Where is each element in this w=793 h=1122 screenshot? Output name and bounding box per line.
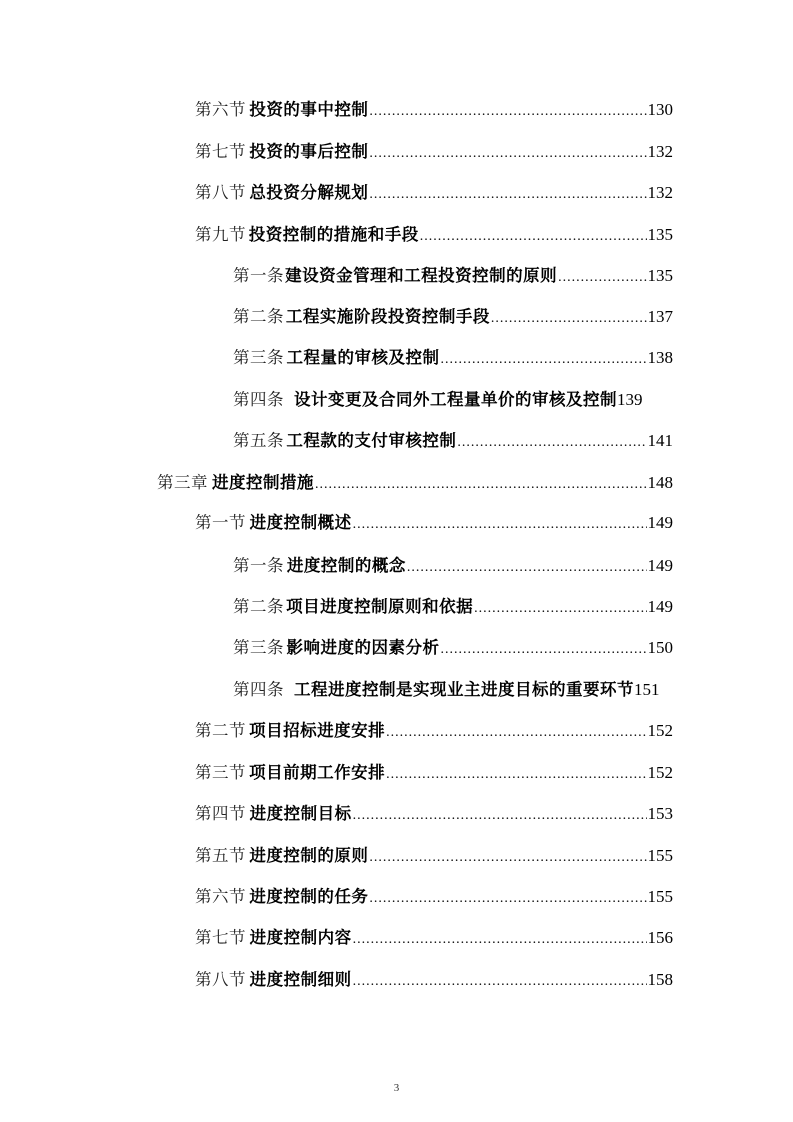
toc-entry-title: 工程量的审核及控制 [286,348,440,367]
toc-entry-page: 137 [647,307,673,326]
toc-section-entry[interactable] [195,140,673,164]
toc-dot-leader [369,100,646,124]
toc-dot-leader [315,473,646,497]
toc-entry-page: 149 [647,556,673,575]
page-number: 3 [393,1082,400,1094]
toc-entry-title: 设计变更及合同外工程量单价的审核及控制 [294,390,617,409]
toc-dot-leader [558,266,646,290]
toc-entry-title: 项目招标进度安排 [249,721,386,740]
toc-entry-page: 152 [647,721,673,740]
toc-entry-label: 第八节 [195,970,246,989]
toc-dot-leader [353,928,647,952]
toc-entry-title: 投资控制的措施和手段 [248,225,419,244]
toc-entry-title: 进度控制的原则 [249,846,369,865]
toc-dot-leader [353,970,647,994]
toc-section-entry[interactable] [195,98,673,122]
toc-entry-label: 第九节 [195,225,246,244]
toc-article-entry[interactable] [233,636,673,660]
toc-dot-leader [369,142,646,166]
toc-entry-page: 138 [647,348,673,367]
toc-dot-leader [441,638,647,662]
toc-section-entry[interactable] [195,761,673,785]
toc-dot-leader [441,348,647,372]
toc-dot-leader [353,804,647,828]
toc-article-entry[interactable] [233,554,673,578]
toc-entry-page: 152 [647,763,673,782]
toc-section-entry[interactable] [195,223,673,247]
toc-entry-page: 156 [647,928,673,947]
toc-article-entry[interactable] [233,264,673,288]
toc-article-entry[interactable] [233,305,673,329]
toc-section-entry[interactable] [195,802,673,826]
toc-entry-title: 进度控制的概念 [286,556,406,575]
toc-entry-label: 第三条 [233,638,284,657]
toc-entry-label: 第二节 [195,721,246,740]
toc-entry-label: 第一条 [233,556,284,575]
toc-dot-leader [386,763,646,787]
toc-entry-label: 第二条 [233,307,284,326]
toc-entry-title: 进度控制目标 [249,804,352,823]
toc-entry-label: 第三节 [195,763,246,782]
toc-entry-label: 第二条 [233,597,284,616]
toc-section-entry[interactable] [195,926,673,950]
toc-entry-page: 139 [617,390,643,409]
toc-entry-page: 150 [647,638,673,657]
toc-entry-label: 第三章 [157,473,208,492]
toc-article-entry[interactable] [233,678,697,702]
toc-section-entry[interactable] [195,885,673,909]
toc-entry-title: 工程款的支付审核控制 [286,431,457,450]
toc-entry-page: 148 [647,473,673,492]
toc-entry-title: 总投资分解规划 [249,183,369,202]
toc-entry-title: 进度控制措施 [212,473,315,492]
toc-dot-leader [420,225,647,249]
toc-entry-title: 进度控制细则 [249,970,352,989]
toc-dot-leader [369,887,646,911]
toc-entry-page: 149 [647,513,673,532]
toc-entry-title: 项目进度控制原则和依据 [286,597,474,616]
toc-dot-leader [474,597,646,621]
toc-entry-page: 155 [647,887,673,906]
toc-dot-leader [457,431,646,455]
toc-dot-leader [386,721,646,745]
toc-section-entry[interactable] [195,511,673,535]
toc-entry-label: 第六节 [195,100,246,119]
toc-article-entry[interactable] [233,429,673,453]
toc-entry-label: 第四条 [233,390,284,409]
toc-entry-label: 第一节 [195,513,246,532]
toc-entry-label: 第四条 [233,680,284,699]
toc-dot-leader [369,183,646,207]
toc-entry-title: 进度控制内容 [249,928,352,947]
toc-entry-label: 第八节 [195,183,246,202]
toc-article-entry[interactable] [233,346,673,370]
toc-dot-leader [491,307,647,331]
toc-entry-title: 建设资金管理和工程投资控制的原则 [285,266,558,285]
toc-entry-title: 进度控制概述 [249,513,352,532]
toc-entry-page: 135 [647,225,673,244]
toc-entry-page: 130 [647,100,673,119]
toc-section-entry[interactable] [195,844,673,868]
toc-entry-page: 153 [647,804,673,823]
toc-dot-leader [353,513,647,537]
toc-entry-page: 149 [647,597,673,616]
toc-article-entry[interactable] [233,388,697,412]
toc-entry-label: 第三条 [233,348,284,367]
toc-entry-title: 项目前期工作安排 [249,763,386,782]
toc-section-entry[interactable] [195,968,673,992]
toc-entry-title: 影响进度的因素分析 [286,638,440,657]
toc-chapter-entry[interactable] [157,471,673,495]
toc-dot-leader [369,846,646,870]
toc-entry-page: 132 [647,183,673,202]
toc-article-entry[interactable] [233,595,673,619]
toc-entry-title: 投资的事中控制 [249,100,369,119]
toc-entry-title: 工程进度控制是实现业主进度目标的重要环节 [294,680,634,699]
toc-entry-label: 第六节 [195,887,246,906]
toc-section-entry[interactable] [195,719,673,743]
toc-entry-label: 第七节 [195,142,246,161]
toc-entry-page: 158 [647,970,673,989]
toc-entry-label: 第五条 [233,431,284,450]
toc-dot-leader [407,556,647,580]
toc-entry-page: 135 [647,266,673,285]
toc-entry-label: 第四节 [195,804,246,823]
toc-entry-label: 第七节 [195,928,246,947]
toc-entry-page: 155 [647,846,673,865]
toc-entry-page: 141 [647,431,673,450]
toc-entry-page: 132 [647,142,673,161]
toc-section-entry[interactable] [195,181,673,205]
toc-entry-label: 第一条 [233,266,284,285]
toc-entry-page: 151 [634,680,660,699]
toc-entry-label: 第五节 [195,846,246,865]
toc-entry-title: 投资的事后控制 [249,142,369,161]
toc-entry-title: 工程实施阶段投资控制手段 [285,307,490,326]
toc-entry-title: 进度控制的任务 [249,887,369,906]
